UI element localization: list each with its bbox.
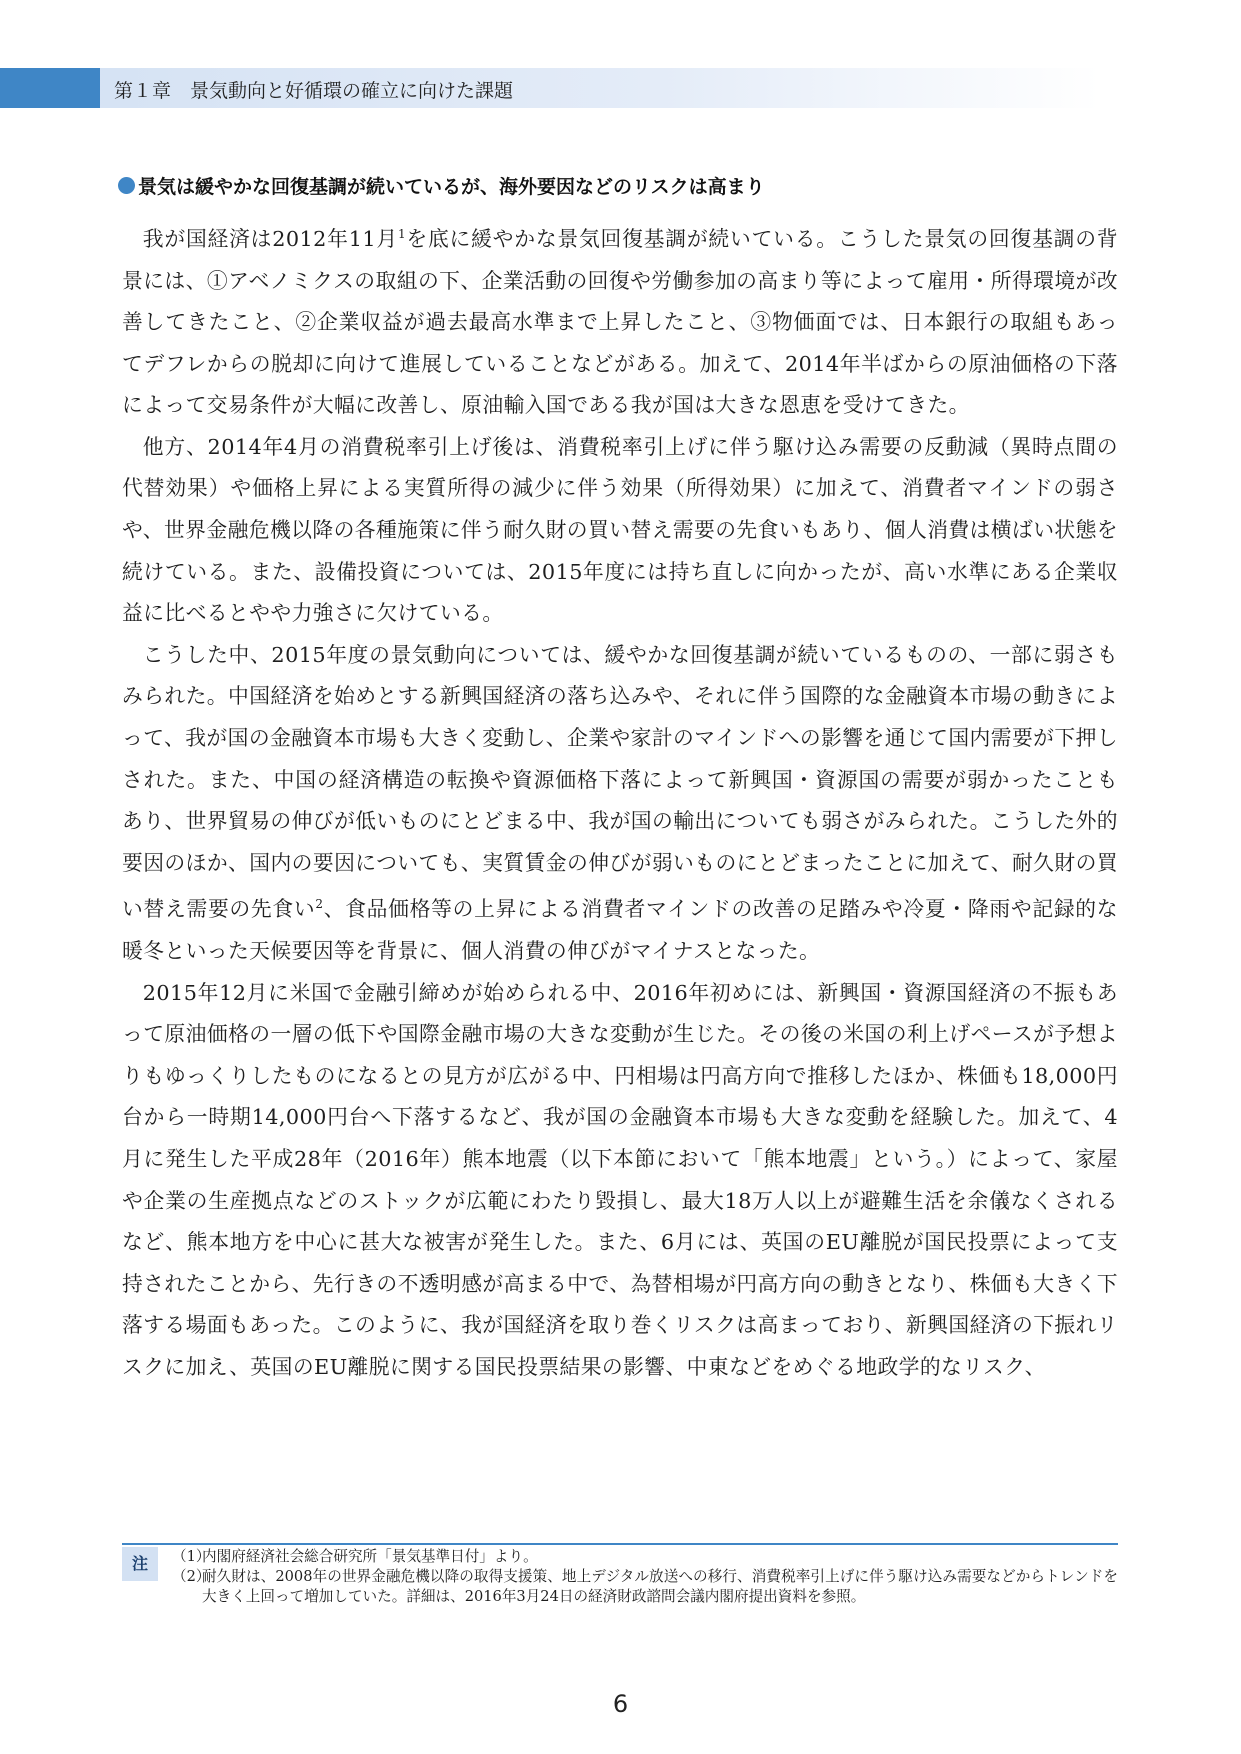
footnote-item [172, 1567, 1118, 1607]
chapter-title: 第１章 景気動向と好循環の確立に向けた課題 [114, 80, 514, 102]
paragraph-text: 我が国経済は2012年11月 [142, 226, 398, 251]
body-paragraph [122, 427, 1118, 635]
bullet-circle-icon [118, 177, 135, 194]
body-paragraph [122, 214, 1118, 427]
paragraph-text: 他方、2014年4月の消費税率引上げ後は、消費税率引上げに伴う駆け込み需要の反動減（異時点間の代替効果）や価格上昇による実質所得の減少に伴う効果（所得効果）に加えて、消費者マインドの弱さや、世界金融危機以降の各種施策に伴う耐久財の買い替え需要の先食いもあり、個人消費は横ばい状態を続けている。また、設備投資については、2015年度には持ち直しに向かったが、高い水準にある企業収益に比べるとやや力強さに欠けている。 [122, 434, 1118, 626]
paragraph-text: 、食品価格等の上昇による消費者マインドの改善の足踏みや冷夏・降雨や記録的な暖冬といった天候要因等を背景に、個人消費の伸びがマイナスとなった。 [122, 897, 1118, 963]
body-paragraph [122, 635, 1118, 973]
section-heading [118, 172, 765, 199]
notes-divider [122, 1543, 1118, 1545]
footnote-item [172, 1547, 1118, 1567]
body-paragraph [122, 973, 1118, 1389]
footnote-text: 内閣府経済社会総合研究所「景気基準日付」より。 [202, 1548, 538, 1565]
footnote-reference: 1 [397, 227, 406, 241]
footnote-text: 耐久財は、2008年の世界金融危機以降の取得支援策、地上デジタル放送への移行、消費税率引上げに伴う駆け込み需要などからトレンドを大きく上回って増加していた。詳細は、2016年3月24日の経済財政諮問会議内閣府提出資料を参照。 [202, 1568, 1118, 1605]
notes-label: 注 [122, 1547, 158, 1581]
footnotes [172, 1547, 1118, 1607]
page-number: 6 [612, 1690, 629, 1718]
body-text [122, 214, 1118, 1388]
section-heading-text: 景気は緩やかな回復基調が続いているが、海外要因などのリスクは高まり [138, 176, 765, 198]
paragraph-text: を底に緩やかな景気回復基調が続いている。こうした景気の回復基調の背景には、①アベノミクスの取組の下、企業活動の回復や労働参加の高まり等によって雇用・所得環境が改善してきたこと、②企業収益が過去最高水準まで上昇したこと、③物価面では、日本銀行の取組もあってデフレからの脱却に向けて進展していることなどがある。加えて、2014年半ばからの原油価格の下落によって交易条件が大幅に改善し、原油輸入国である我が国は大きな恩恵を受けてきた。 [122, 226, 1118, 418]
header-accent-block [0, 68, 100, 108]
footnote-number: （1） [172, 1548, 211, 1565]
paragraph-text: 2015年12月に米国で金融引締めが始められる中、2016年初めには、新興国・資源国経済の不振もあって原油価格の一層の低下や国際金融市場の大きな変動が生じた。その後の米国の利上げペースが予想よりもゆっくりしたものになるとの見方が広がる中、円相場は円高方向で推移したほか、株価も18,000円台から一時期14,000円台へ下落するなど、我が国の金融資本市場も大きな変動を経験した。加えて、4月に発生した平成28年（2016年）熊本地震（以下本節において「熊本地震」という。）によって、家屋や企業の生産拠点などのストックが広範にわたり毀損し、最大18万人以上が避難生活を余儀なくされるなど、熊本地方を中心に甚大な被害が発生した。また、6月には、英国のEU離脱が国民投票によって支持されたことから、先行きの不透明感が高まる中で、為替相場が円高方向の動きとなり、株価も大きく下落する場面もあった。このように、我が国経済を取り巻くリスクは高まっており、新興国経済の下振れリスクに加え、英国のEU離脱に関する国民投票結果の影響、中東などをめぐる地政学的なリスク、 [122, 980, 1118, 1379]
footnote-reference: 2 [315, 897, 324, 912]
paragraph-text: こうした中、2015年度の景気動向については、緩やかな回復基調が続いているものの、一部に弱さもみられた。中国経済を始めとする新興国経済の落ち込みや、それに伴う国際的な金融資本市場の動きによって、我が国の金融資本市場も大きく変動し、企業や家計のマインドへの影響を通じて国内需要が下押しされた。また、中国の経済構造の転換や資源価格下落によって新興国・資源国の需要が弱かったこともあり、世界貿易の伸びが低いものにとどまる中、我が国の輸出についても弱さがみられた。こうした外的要因のほか、国内の要因についても、実質賃金の伸びが弱いものにとどまったことに加えて、耐久財の買い替え需要の先食い [122, 642, 1118, 922]
footnote-number: （2） [172, 1568, 211, 1585]
chapter-header [0, 68, 1100, 108]
